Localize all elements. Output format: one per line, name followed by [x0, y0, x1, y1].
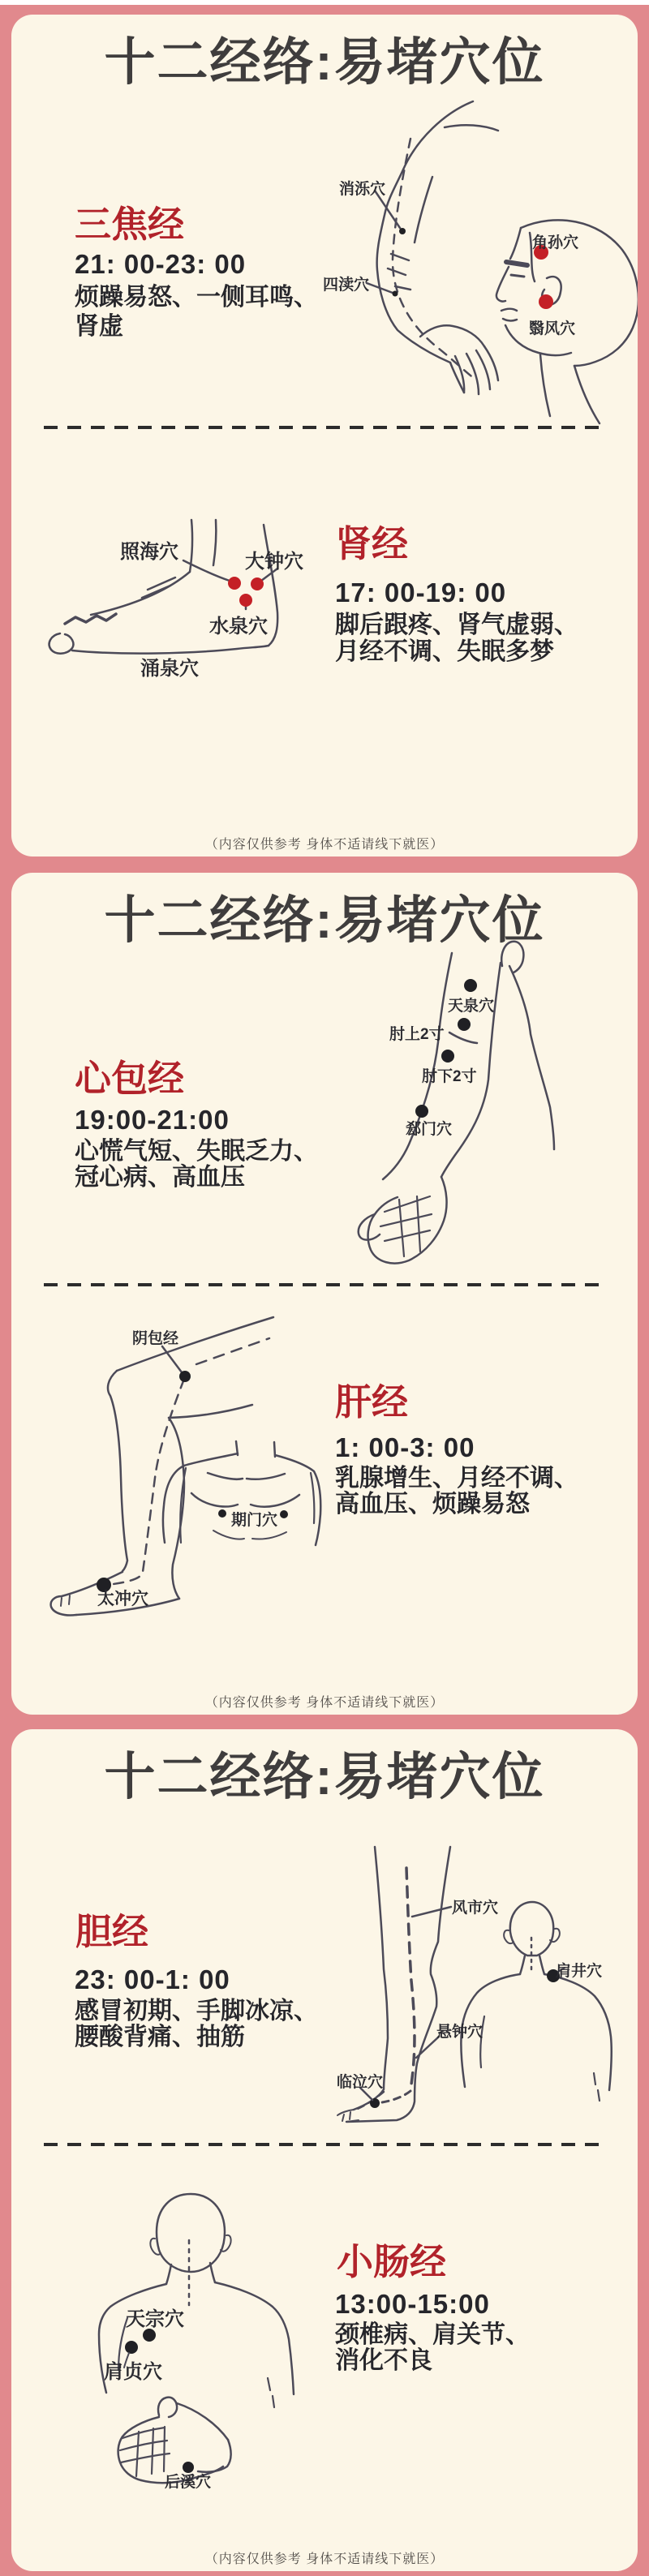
- acupoint-label-zhouxia: 肘下2寸: [422, 1068, 477, 1085]
- yinbao-point-dot: [179, 1371, 191, 1382]
- symptoms-line: 颈椎病、肩关节、: [335, 2321, 530, 2348]
- tianquan-point-dot: [464, 979, 477, 992]
- sanjiao-arm-head-illustration: [316, 93, 638, 426]
- xinbao-arm-illustration: [349, 929, 638, 1265]
- page-title: 十二经络:易堵穴位: [104, 1749, 545, 1805]
- leader-fengshi: [412, 1907, 451, 1917]
- symptoms-line: 脚后跟疼、肾气虚弱、: [335, 612, 578, 638]
- acupoint-label-jianjing: 肩井穴: [556, 1963, 603, 1980]
- zhouxia-point-dot: [441, 1050, 454, 1063]
- acupoint-label-yinbao: 阴包经: [132, 1330, 179, 1347]
- symptoms-line: 乳腺增生、月经不调、: [335, 1465, 578, 1492]
- acupoint-label-qimen: 期门穴: [231, 1512, 278, 1529]
- acupoint-label-zhoushang: 肘上2寸: [389, 1026, 445, 1043]
- acupoint-label-tianquan: 天泉穴: [448, 998, 495, 1015]
- symptoms-line: 感冒初期、手脚冰凉、: [75, 1998, 318, 2024]
- acupoint-label-xiaoluo: 消泺穴: [339, 181, 386, 198]
- acupoint-label-yongquan: 涌泉穴: [140, 658, 199, 680]
- acupoint-label-shuiquan: 水泉穴: [209, 616, 268, 638]
- symptoms-line: 心慌气短、失眠乏力、: [75, 1138, 318, 1165]
- symptoms-line: 高血压、烦躁易怒: [335, 1491, 530, 1518]
- meridian-name-gan: 肝经: [335, 1381, 409, 1423]
- yifeng-point-dot: [539, 294, 553, 309]
- top-white-strip: [0, 0, 649, 5]
- acupoint-label-tianzong: 天宗穴: [126, 2308, 184, 2330]
- symptoms-line: 月经不调、失眠多梦: [335, 638, 554, 665]
- meridian-name-xiaochang: 小肠经: [337, 2241, 447, 2282]
- meridian-name-shen: 肾经: [335, 523, 409, 565]
- meridian-time-gan: 1: 00-3: 00: [335, 1432, 475, 1462]
- disclaimer-text: （内容仅供参考 身体不适请线下就医）: [204, 838, 445, 852]
- xiaochang-back-hand-illustration: [24, 2182, 324, 2506]
- page-title: 十二经络:易堵穴位: [104, 892, 545, 949]
- meridian-name-dan: 胆经: [75, 1911, 149, 1952]
- acupoint-label-dazhong: 大钟穴: [245, 551, 303, 573]
- leader-xuanzhong: [416, 2037, 439, 2058]
- symptoms-line: 肾虚: [75, 313, 123, 340]
- panel-2: [11, 873, 638, 1715]
- zhaohai-point-dot: [228, 577, 241, 590]
- section-divider: [44, 426, 605, 429]
- symptoms-line: 烦躁易怒、一侧耳鸣、: [75, 284, 318, 311]
- acupoint-label-jiaosun: 角孙穴: [532, 234, 579, 251]
- acupoint-label-ximen: 郄门穴: [406, 1121, 453, 1138]
- acupoint-label-sidu: 四渎穴: [323, 277, 370, 294]
- meridian-time-dan: 23: 00-1: 00: [75, 1964, 230, 1994]
- disclaimer-text: （内容仅供参考 身体不适请线下就医）: [204, 1696, 445, 1710]
- acupoint-label-taichong: 太冲穴: [97, 1590, 148, 1608]
- symptoms-line: 消化不良: [335, 2347, 432, 2374]
- acupoint-label-xuanzhong: 悬钟穴: [436, 2024, 484, 2041]
- acupoint-label-zhaohai: 照海穴: [120, 541, 178, 563]
- jianzhen-point-dot: [125, 2341, 138, 2354]
- disclaimer-text: （内容仅供参考 身体不适请线下就医）: [204, 2552, 445, 2566]
- ximen-point-dot: [415, 1105, 428, 1118]
- acupoint-label-yifeng: 翳风穴: [529, 320, 576, 337]
- page-title: 十二经络:易堵穴位: [104, 34, 545, 91]
- acupoint-label-houxi: 后溪穴: [165, 2474, 212, 2491]
- dan-leg-back-illustration: [324, 1841, 638, 2141]
- meridian-time-xinbao: 19:00-21:00: [75, 1105, 230, 1135]
- symptoms-line: 冠心病、高血压: [75, 1164, 245, 1191]
- meridian-time-shen: 17: 00-19: 00: [335, 577, 507, 608]
- shuiquan-point-dot: [239, 594, 252, 607]
- dazhong-point-dot: [251, 577, 264, 590]
- panel-1: [11, 15, 638, 857]
- acupoint-label-jianzhen: 肩贞穴: [104, 2361, 162, 2383]
- meridian-time-sanjiao: 21: 00-23: 00: [75, 249, 247, 279]
- zhoushang-point-dot: [458, 1018, 471, 1031]
- section-divider: [44, 1283, 605, 1286]
- meridian-name-sanjiao: 三焦经: [75, 204, 185, 245]
- meridian-time-xiaochang: 13:00-15:00: [335, 2289, 490, 2319]
- panel-3: [11, 1729, 638, 2571]
- acupoint-label-fengshi: 风市穴: [452, 1900, 499, 1917]
- acupoint-label-linqi: 临泣穴: [337, 2074, 384, 2091]
- symptoms-line: 腰酸背痛、抽筋: [75, 2024, 245, 2050]
- section-divider: [44, 2143, 605, 2146]
- meridian-name-xinbao: 心包经: [75, 1058, 185, 1099]
- gan-leg-torso-illustration: [24, 1298, 341, 1663]
